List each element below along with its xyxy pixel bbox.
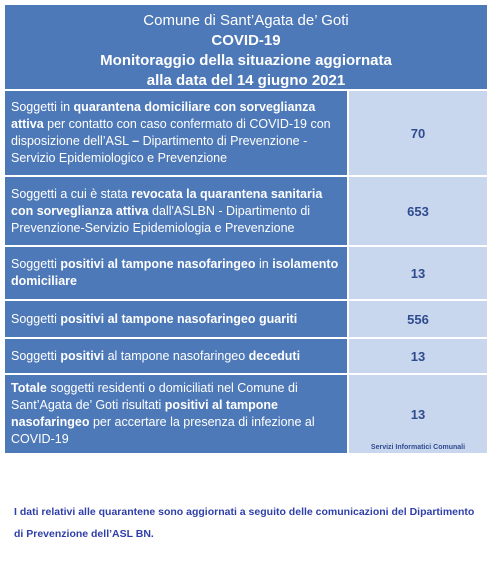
table-row bbox=[5, 301, 487, 339]
label-text-run: positivi al tampone nasofaringeo guariti bbox=[60, 311, 298, 326]
row-value-quarantine-revoked: 653 bbox=[349, 177, 487, 245]
credit-text: Servizi Informatici Comunali bbox=[370, 444, 466, 451]
table-row bbox=[5, 247, 487, 301]
header-date: alla data del 14 giugno 2021 bbox=[146, 72, 346, 89]
label-text-run: in bbox=[255, 257, 273, 271]
header-covid-title: COVID-19 bbox=[211, 32, 281, 49]
label-text-run: revocata la quarantena sanitaria con sorveglianza attiva bbox=[11, 186, 323, 218]
footnote: I dati relativi alle quarantene sono aggiornati a seguito delle comunicazioni del Dipartimento di Prevenzione dell’ASL BN. bbox=[14, 506, 475, 540]
table-header bbox=[5, 5, 487, 91]
label-text-run: per accertare la presenza di infezione al COVID-19 bbox=[11, 415, 315, 446]
label-text-run: soggetti residenti o domiciliati nel Comune di Sant’Agata de’ Goti risultati bbox=[11, 381, 298, 412]
row-value-deceased: 13 bbox=[349, 339, 487, 373]
label-text-run: Soggetti bbox=[11, 257, 61, 271]
label-text-run: Soggetti a cui è stata bbox=[11, 186, 132, 201]
row-label-quarantine-revoked bbox=[5, 177, 349, 245]
row-label-quarantine-active bbox=[5, 91, 349, 175]
label-text-run: Totale bbox=[11, 381, 47, 395]
label-text-run: positivi al tampone nasofaringeo bbox=[11, 398, 279, 429]
header-monitoring-title: Monitoraggio della situazione aggiornata bbox=[100, 52, 392, 69]
row-value-quarantine-active: 70 bbox=[349, 91, 487, 175]
row-label-deceased bbox=[5, 339, 349, 373]
table-row bbox=[5, 91, 487, 177]
label-text-run: Dipartimento di Prevenzione - Servizio Epidemiologico e Prevenzione bbox=[11, 134, 308, 165]
label-text-run: isolamento domiciliare bbox=[11, 257, 339, 288]
row-label-total-positive bbox=[5, 375, 349, 453]
label-text-run: positivi bbox=[60, 348, 105, 363]
row-value-recovered: 556 bbox=[349, 301, 487, 337]
label-text-run: quarantena domiciliare con sorveglianza attiva bbox=[11, 100, 316, 131]
table-row bbox=[5, 339, 487, 375]
label-text-run: per contatto con caso confermato di COVID-19 con disposizione dell’ASL bbox=[11, 117, 331, 148]
label-text-run: Soggetti in bbox=[11, 100, 74, 114]
label-text-run: deceduti bbox=[248, 348, 301, 363]
row-label-recovered bbox=[5, 301, 349, 337]
row-value-total-positive bbox=[349, 375, 487, 453]
label-text-run: positivi al tampone nasofaringeo bbox=[60, 257, 256, 271]
row-value-positive-isolation: 13 bbox=[349, 247, 487, 299]
table-row bbox=[5, 177, 487, 247]
label-text-run: Soggetti bbox=[11, 311, 61, 326]
total-value: 13 bbox=[410, 406, 426, 422]
label-text-run: – bbox=[132, 134, 140, 148]
label-text-run: al tampone nasofaringeo bbox=[104, 348, 249, 363]
table-row bbox=[5, 375, 487, 455]
label-text-run: dall'ASLBN - Dipartimento di Prevenzione-Servizio Epidemiologia e Prevenzione bbox=[11, 203, 311, 235]
header-municipality: Comune di Sant’Agata de’ Goti bbox=[143, 12, 349, 29]
row-label-positive-isolation bbox=[5, 247, 349, 299]
covid-monitoring-table bbox=[5, 5, 487, 455]
label-text-run: Soggetti bbox=[11, 348, 61, 363]
